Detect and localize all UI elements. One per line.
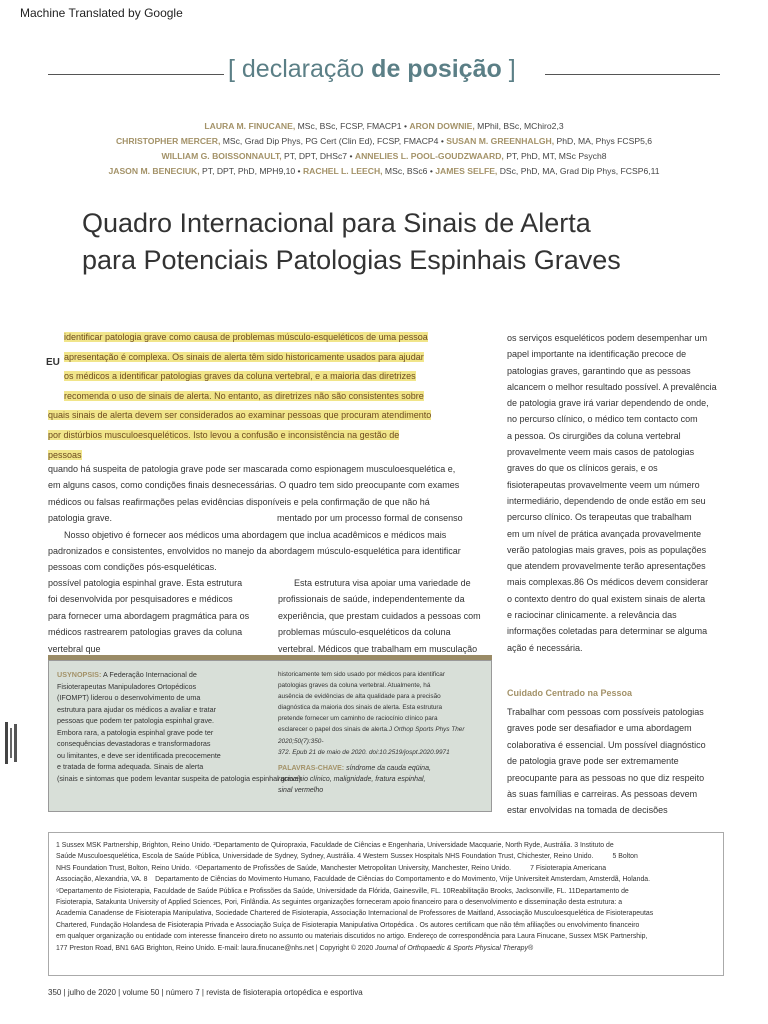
text-line: o contexto dentro do qual existem sinais de alerta <box>507 593 706 604</box>
footnote-line: 177 Preston Road, BN1 6AG Brighton, Reino Unido. E-mail: laura.finucane@nhs.net | Copyright © 2020 <box>56 944 376 952</box>
text-line: Fisioterapeutas Manipuladores Ortopédicos <box>57 681 197 691</box>
citation-line: 372. Epub 21 de maio de 2020. doi:10.2519/jospt.2020.9971 <box>278 748 450 756</box>
footnote-line: em qualquer organização ou entidade com interesse financeiro direto no assunto ou materiais discutidos no artigo. Endereço de correspondência para Laura Finucane, Sussex MSK Partnership, <box>56 933 648 941</box>
keywords-text: raciocínio clínico, malignidade, fratura espinhal, <box>278 775 426 783</box>
text-line: pessoas que podem ter patologia espinhal grave. <box>57 716 215 725</box>
footnote-line: 1 Sussex MSK Partnership, Brighton, Reino Unido. ²Departamento de Quiropraxia, Faculdade de Ciências e Engenharia, Universidade Macquarie, North Ryde, Austrália. 3 Instituto de <box>56 842 614 849</box>
section-heading-bold: de posição <box>371 55 502 83</box>
text-line: mais complexas.86 Os médicos devem considerar <box>507 577 709 588</box>
text-line: em um nível de prática avançada provavelmente <box>507 528 702 539</box>
highlight-line: os médicos a identificar patologias graves da coluna vertebral, e a maioria das diretrizes <box>64 371 416 382</box>
text-line: problemas músculo-esqueléticos da coluna <box>278 627 451 638</box>
section-rule-right <box>545 74 720 75</box>
keywords-text: síndrome da cauda eqüina, <box>344 764 431 772</box>
text-line: médicos ou falsas reafirmações pelas evidências disponíveis e pela confirmação de que não há <box>48 496 430 507</box>
text-line: quando há suspeita de patologia grave pode ser mascarada como espionagem musculoesquelética e, <box>48 464 456 474</box>
text-line: provavelmente veem mais casos de patologias <box>507 447 695 458</box>
text-line: Embora rara, a patologia espinhal grave pode ter <box>57 727 214 737</box>
text-line: estar envolvidas na tomada de decisões <box>507 805 668 816</box>
footnotes <box>56 840 716 954</box>
author-credentials: MSc, BSc, FCSP, FMACP1 • <box>295 121 410 131</box>
text-line: e raciocinar clinicamente. a relevância das <box>507 610 677 621</box>
text-line: foi desenvolvida por pesquisadores e médicos <box>48 594 233 605</box>
author-name: SUSAN M. GREENHALGH, <box>446 136 555 146</box>
text-line: a pessoa. Os cirurgiões da coluna vertebral <box>507 430 681 441</box>
section-heading <box>228 55 516 84</box>
text-line: pessoas com condições pós-esqueléticas. <box>48 562 217 573</box>
text-line: fisioterapeutas provavelmente veem um número <box>507 479 700 490</box>
section-rule-left <box>48 74 224 75</box>
synopsis-left <box>57 669 302 784</box>
article-title <box>82 205 742 279</box>
text-line: (IFOMPT) liderou o desenvolvimento de uma <box>57 693 201 702</box>
keywords-text: sinal vermelho <box>278 786 324 794</box>
author-line <box>40 119 728 134</box>
column-b <box>278 575 498 657</box>
text-line: em alguns casos, como condições finais desnecessárias. O quadro tem sido preocupante com exames <box>48 480 460 491</box>
author-name: ARON DOWNIE, <box>409 121 475 131</box>
right-column <box>507 330 727 656</box>
text-line: preocupante para as pessoas no que diz respeito <box>507 772 705 783</box>
text-line: estrutura para ajudar os médicos a avaliar e tratar <box>57 704 217 714</box>
keywords-label: PALAVRAS-CHAVE: <box>278 764 345 772</box>
page-footer: 350 | julho de 2020 | volume 50 | número 7 | revista de fisioterapia ortopédica e esportiva <box>48 988 363 997</box>
publisher-stamp-icon <box>4 720 18 766</box>
text-line: às suas famílias e carreiras. As pessoas devem <box>507 789 698 800</box>
text-line: vertebral que <box>48 643 101 654</box>
text-line: papel importante na identificação precoce de <box>507 349 687 360</box>
column-a <box>48 575 273 657</box>
text-line: profissionais de saúde, independentemente da <box>278 594 465 605</box>
text-line: percurso clínico. Os terapeutas que trabalham <box>507 512 692 523</box>
text-line: patologias graves da coluna vertebral. Atualmente, há <box>278 682 431 690</box>
intro-paragraph <box>48 461 503 576</box>
author-credentials: DSc, PhD, MA, Grad Dip Phys, FCSP6,11 <box>497 166 660 176</box>
highlight-line: por distúrbios musculoesqueléticos. Isto levou a confusão e inconsistência na gestão de <box>48 429 400 440</box>
citation-journal: Orthop Sports Phys Ther 2020;50(7):350- <box>278 726 465 745</box>
author-line <box>40 149 728 164</box>
text-line: verão patologias mais graves, pois as populações <box>507 544 707 555</box>
synopsis-label: USYNOPSIS: <box>57 670 102 679</box>
text-line: consequências devastadoras e transformadoras <box>57 739 211 748</box>
author-credentials: MSc, BSc6 • <box>382 166 436 176</box>
author-list <box>40 119 728 179</box>
author-credentials: PhD, MA, Phys FCSP5,6 <box>554 136 653 146</box>
text-line: padronizados e consistentes, envolvidos no manejo da abordagem músculo-esquelética para identificar <box>48 546 461 557</box>
intro-highlighted <box>48 328 498 465</box>
author-line <box>40 134 728 149</box>
text-line: os serviços esqueléticos podem desempenhar um <box>507 333 708 343</box>
subheading: Cuidado Centrado na Pessoa <box>507 688 633 698</box>
text-line: graves pode ser desafiador e uma abordagem <box>507 723 692 734</box>
highlight-line: pessoas <box>48 449 82 460</box>
author-name: JASON M. BENECIUK, <box>108 166 200 176</box>
text-line: alcancem o melhor resultado possível. A prevalência <box>507 381 717 392</box>
author-name: ANNELIES L. POOL-GOUDZWAARD, <box>354 151 504 161</box>
text-line: experiência, que prestam cuidados a pessoas com <box>278 610 481 621</box>
text-line: Esta estrutura visa apoiar uma variedade de <box>294 578 471 588</box>
footnote-line: NHS Foundation Trust, Bolton, Reino Unido. ⁶Departamento de Profissões de Saúde, Manchester Metropolitan University, Manchester, Reino Unido. 7 Fisioterapia Americana <box>56 864 607 872</box>
text-line: que atendem provavelmente terão apresentações <box>507 561 706 572</box>
text-line: ou limitantes, e deve ser identificada precocemente <box>57 750 221 760</box>
text-line: Trabalhar com pessoas com possíveis patologias <box>507 707 704 717</box>
text-line: possível patologia espinhal grave. Esta estrutura <box>48 578 243 588</box>
text-line: mentado por um processo formal de consenso <box>277 513 463 524</box>
article-title-line: Quadro Internacional para Sinais de Alerta <box>82 208 591 238</box>
text-line: patologias graves, garantindo que as pessoas <box>507 365 691 376</box>
text-line: graves do que os clínicos gerais, e os <box>507 463 658 474</box>
text-line: de patologia grave irá variar dependendo de onde, <box>507 398 709 409</box>
right-column-2 <box>507 704 727 819</box>
highlight-line: identificar patologia grave como causa de problemas músculo-esqueléticos de uma pessoa <box>64 332 428 342</box>
text-line: A Federação Internacional de <box>101 670 197 679</box>
author-name: JAMES SELFE, <box>435 166 498 176</box>
footnote-line: Saúde Musculoesquelética, Escola de Saúde Pública, Universidade de Sydney, Sydney, Austrália. 4 Western Sussex Hospitals NHS Foundation Trust, Chichester, Reino Unido. 5 Bolton <box>56 853 638 861</box>
machine-translation-banner: Machine Translated by Google <box>20 6 183 20</box>
highlight-line: quais sinais de alerta devem ser considerados ao examinar pessoas que procuram atendimento <box>48 410 432 421</box>
author-credentials: PT, DPT, DHSc7 • <box>281 151 355 161</box>
text-line: vertebral. Médicos que trabalham em musculação <box>278 643 478 654</box>
footnote-line: Fisioterapia, Satakunta University of Applied Sciences, Pori, Finlândia. As seguintes organizações forneceram apoio financeiro para o desenvolvimento e disseminação desta estrutura: a <box>56 899 623 907</box>
text-line: de patologia grave pode ser extremamente <box>507 756 679 767</box>
footnote-line: Academia Canadense de Fisioterapia Manipulativa, Sociedade Chartered de Fisioterapia, Associação Internacional de Professores de Maitland, Associação Musculoesquelética de Fisioterapeutas <box>56 910 654 918</box>
author-name: RACHEL L. LEECH, <box>302 166 383 176</box>
author-line <box>40 164 728 179</box>
highlight-line: recomenda o uso de sinais de alerta. No entanto, as diretrizes não são consistentes sobre <box>64 390 424 401</box>
text-line: Nosso objetivo é fornecer aos médicos uma abordagem que inclua acadêmicos e médicos mais <box>64 529 447 540</box>
highlight-line: apresentação é complexa. Os sinais de alerta têm sido historicamente usados para ajudar <box>64 351 424 362</box>
text-line: ação é necessária. <box>507 642 583 653</box>
author-name: LAURA M. FINUCANE, <box>204 121 296 131</box>
text-line: informações coletadas para determinar se alguma <box>507 626 708 637</box>
author-name: CHRISTOPHER MERCER, <box>115 136 221 146</box>
author-credentials: MPhil, BSc, MChiro2,3 <box>474 121 564 131</box>
text-line: diagnóstica da maioria dos sinais de alerta. Esta estrutura <box>278 704 443 712</box>
section-heading-light: declaração <box>241 55 365 83</box>
footnote-line: Chartered, Fundação Holandesa de Fisioterapia Privada e Associação Suíça de Fisioterapia Manipulativa Ortopédica . Os autores certificam que não têm afiliações ou envolvimento financeiro <box>56 921 640 929</box>
author-name: WILLIAM G. BOISSONNAULT, <box>161 151 282 161</box>
footnote-line: ⁹Departamento de Fisioterapia, Faculdade de Saúde Pública e Profissões da Saúde, Universidade da Flórida, Gainesville, FL. 10Reabilitação Brooks, Jacksonville, FL. 11Departamento de <box>56 887 629 895</box>
citation: esclarecer o papel dos sinais de alerta.J <box>278 726 394 734</box>
text-line: historicamente tem sido usado por médicos para identificar <box>278 671 445 678</box>
journal-name: Journal of Orthopaedic & Sports Physical Therapy® <box>375 944 534 952</box>
drop-cap: EU <box>46 357 60 368</box>
author-credentials: MSc, Grad Dip Phys, PG Cert (Clin Ed), FCSP, FMACP4 • <box>220 136 447 146</box>
author-credentials: PT, DPT, PhD, MPH9,10 • <box>199 166 303 176</box>
text-line: no percurso clínico, o médico tem contacto com <box>507 414 698 425</box>
footnote-line: Associação, Alexandria, VA. 8 Departamento de Ciências do Movimento Humano, Faculdade de Ciências do Comportamento e do Movimento, Vrije Universiteit Amsterdam, Amsterdã, Holanda. <box>56 876 651 884</box>
text-line: para fornecer uma abordagem pragmática para os <box>48 610 250 621</box>
text-line: médicos rastrearem patologias graves da coluna <box>48 627 243 638</box>
text-line: e tratada de forma adequada. Sinais de alerta <box>57 762 204 771</box>
bracket-close: ] <box>508 55 516 83</box>
text-line: (sinais e sintomas que podem levantar suspeita de patologia espinhal grave) <box>57 773 302 783</box>
author-credentials: PT, PhD, MT, MSc Psych8 <box>503 151 607 161</box>
text-line: patologia grave. <box>48 513 113 524</box>
text-line: intermediário, dependendo de onde estão em seu <box>507 495 706 506</box>
synopsis-right <box>278 669 486 796</box>
text-line: ausência de evidências de alta qualidade para a precisão <box>278 693 441 701</box>
text-line: colaborativa é essencial. Um possível diagnóstico <box>507 739 706 750</box>
bracket-open: [ <box>228 55 235 83</box>
text-line: pretende fornecer um caminho de raciocínio clínico para <box>278 715 438 723</box>
article-title-line: para Potenciais Patologias Espinhais Graves <box>82 245 621 275</box>
